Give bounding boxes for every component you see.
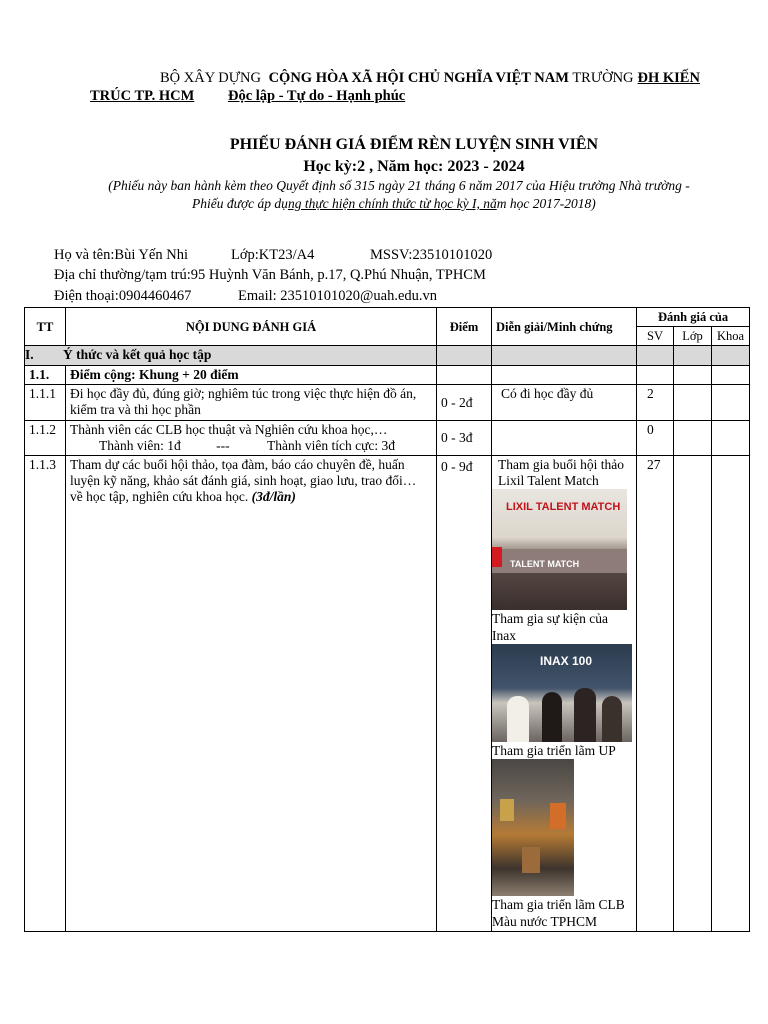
- header-eval: Đánh giá của: [637, 308, 750, 327]
- student-address: Địa chỉ thường/tạm trú:95 Huỳnh Văn Bánh, p.17, Q.Phú Nhuận, TPHCM: [54, 267, 486, 283]
- table-row: 1.1.2 Thành viên các CLB học thuật và Nghiên cứu khoa học,… Thành viên: 1đ --- Thành viên tích cực: 3đ 0 - 3đ 0: [25, 421, 750, 456]
- header-explain: Diễn giải/Minh chứng: [492, 308, 637, 346]
- header-content: NỘI DUNG ĐÁNH GIÁ: [66, 308, 437, 346]
- header-lop: Lớp: [674, 327, 712, 346]
- student-phone: Điện thoại:0904460467: [54, 288, 192, 304]
- table-row: 1.1.3 Tham dự các buổi hội thảo, tọa đàm, báo cáo chuyên đề, huấn luyện kỹ năng, khảo sát đánh giá, sinh hoạt, giao lưu, trao đổi… về học tập, nghiên cứu khoa học. (3đ/lần) 0 - 9đ Tham gia buổi hội thảo Lixil Talent Match LIXIL TALENT MATCH TALENT MATCH Tham gia sự kiện của Inax INAX 100 Tham gia triển lãm UP Tham gia triển lãm CLB Màu nước TPHCM 27: [25, 456, 750, 932]
- student-email: Email: 23510101020@uah.edu.vn: [238, 288, 438, 304]
- header-score: Điểm: [437, 308, 492, 346]
- school-name-2: TRÚC TP. HCM: [90, 88, 195, 104]
- section-row-I: I. Ý thức và kết quả học tập: [25, 346, 750, 366]
- republic-name: CỘNG HÒA XÃ HỘI CHỦ NGHĨA VIỆT NAM: [268, 70, 569, 86]
- photo-inax-event: INAX 100: [492, 644, 632, 742]
- evaluation-table: [24, 307, 750, 932]
- table-row: 1.1.1 Đi học đầy đủ, đúng giờ; nghiêm túc trong việc thực hiện đồ án, kiểm tra và thi học phần 0 - 2đ Có đi học đầy đủ 2: [25, 385, 750, 421]
- caption-watercolor-exhibition: Tham gia triển lãm CLB Màu nước TPHCM: [492, 897, 625, 929]
- note-line-1: (Phiếu này ban hành kèm theo Quyết định số 315 ngày 21 tháng 6 năm 2017 của Hiệu trưởng Nhà trường -: [108, 178, 690, 193]
- photo-up-exhibition: [492, 759, 574, 896]
- note-line-2: Phiếu được áp dụng thực hiện chính thức từ học kỳ I, năm học 2017-2018): [192, 196, 596, 211]
- header-sv: SV: [637, 327, 674, 346]
- header-khoa: Khoa: [712, 327, 750, 346]
- explain-workshop: Tham gia buổi hội thảo Lixil Talent Match: [498, 457, 624, 488]
- photo-lixil-talent-match: LIXIL TALENT MATCH TALENT MATCH: [492, 489, 627, 610]
- ministry-name: BỘ XÂY DỰNG: [160, 70, 261, 86]
- section-row-1-1: 1.1. Điểm cộng: Khung + 20 điểm: [25, 366, 750, 385]
- student-name: Họ và tên:Bùi Yến Nhi: [54, 247, 188, 263]
- form-title: PHIẾU ĐÁNH GIÁ ĐIỂM RÈN LUYỆN SINH VIÊN: [229, 136, 599, 153]
- school-prefix: TRƯỜNG: [572, 70, 634, 86]
- student-id: MSSV:23510101020: [370, 247, 493, 263]
- student-class: Lớp:KT23/A4: [231, 247, 315, 263]
- semester-line: Học kỳ:2 , Năm học: 2023 - 2024: [303, 158, 525, 175]
- caption-inax: Tham gia sự kiện của Inax: [492, 611, 609, 643]
- motto: Độc lập - Tự do - Hạnh phúc: [227, 88, 406, 104]
- caption-up-exhibition: Tham gia triển lãm UP: [492, 743, 616, 758]
- header-tt: TT: [25, 308, 66, 346]
- school-name-1: ĐH KIẾN: [637, 70, 700, 86]
